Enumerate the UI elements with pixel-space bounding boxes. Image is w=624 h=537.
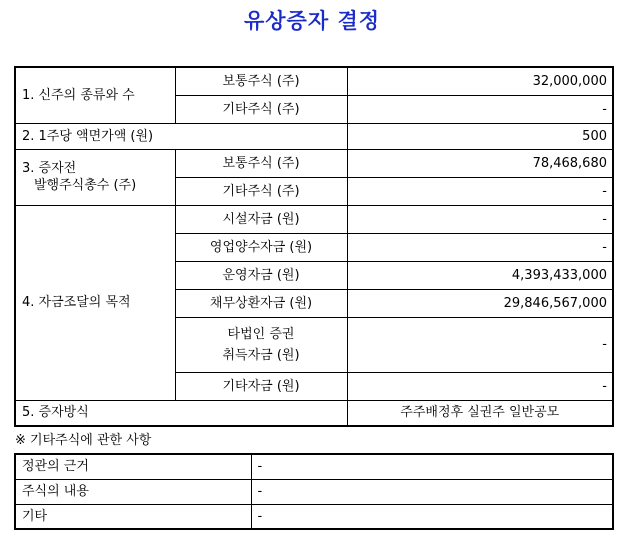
other-shares-label: 기타주식 (주) xyxy=(175,95,347,123)
pre-common-shares-value: 78,468,680 xyxy=(347,149,613,177)
facility-fund-label: 시설자금 (원) xyxy=(175,205,347,233)
table-row xyxy=(15,400,613,426)
other-label: 기타 xyxy=(15,504,251,529)
table-row xyxy=(15,205,613,233)
pre-common-shares-label: 보통주식 (주) xyxy=(175,149,347,177)
pre-shares-label xyxy=(15,149,175,205)
share-content-label: 주식의 내용 xyxy=(15,479,251,504)
par-value-label: 2. 1주당 액면가액 (원) xyxy=(15,123,347,149)
debt-repayment-fund-value: 29,846,567,000 xyxy=(347,289,613,317)
common-shares-label: 보통주식 (주) xyxy=(175,67,347,95)
common-shares-value: 32,000,000 xyxy=(347,67,613,95)
facility-fund-value: - xyxy=(347,205,613,233)
articles-basis-value: - xyxy=(251,454,613,479)
method-value: 주주배정후 실권주 일반공모 xyxy=(347,400,613,426)
table-row xyxy=(15,454,613,479)
method-label: 5. 증자방식 xyxy=(15,400,347,426)
articles-basis-label: 정관의 근거 xyxy=(15,454,251,479)
securities-acquisition-fund-label xyxy=(175,317,347,372)
pre-other-shares-label: 기타주식 (주) xyxy=(175,177,347,205)
new-shares-label: 1. 신주의 종류와 수 xyxy=(15,67,175,123)
share-content-value: - xyxy=(251,479,613,504)
table-row xyxy=(15,479,613,504)
other-fund-value: - xyxy=(347,372,613,400)
operating-fund-value: 4,393,433,000 xyxy=(347,261,613,289)
debt-repayment-fund-label: 채무상환자금 (원) xyxy=(175,289,347,317)
business-transfer-fund-label: 영업양수자금 (원) xyxy=(175,233,347,261)
business-transfer-fund-value: - xyxy=(347,233,613,261)
securities-acquisition-line2: 취득자금 (원) xyxy=(222,347,300,363)
pre-shares-label-line2: 발행주식총수 (주) xyxy=(34,178,137,193)
table-row xyxy=(15,504,613,529)
table-row xyxy=(15,149,613,177)
purpose-label: 4. 자금조달의 목적 xyxy=(15,205,175,400)
other-fund-label: 기타자금 (원) xyxy=(175,372,347,400)
capital-increase-table xyxy=(14,66,614,427)
pre-shares-label-line1: 3. 증자전 xyxy=(22,161,77,176)
par-value-value: 500 xyxy=(347,123,613,149)
other-shares-table xyxy=(14,453,614,530)
securities-acquisition-fund-value: - xyxy=(347,317,613,372)
other-shares-value: - xyxy=(347,95,613,123)
operating-fund-label: 운영자금 (원) xyxy=(175,261,347,289)
other-shares-note: ※ 기타주식에 관한 사항 xyxy=(15,433,152,448)
table-row xyxy=(15,67,613,95)
pre-other-shares-value: - xyxy=(347,177,613,205)
table-row xyxy=(15,123,613,149)
securities-acquisition-line1: 타법인 증권 xyxy=(227,326,295,342)
other-value: - xyxy=(251,504,613,529)
page-title: 유상증자 결정 xyxy=(243,9,381,33)
